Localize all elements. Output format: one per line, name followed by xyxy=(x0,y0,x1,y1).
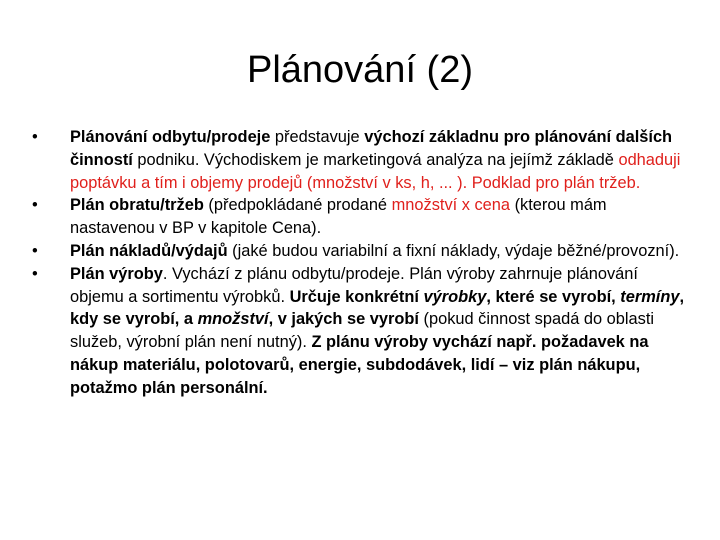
bullet-text-segment: (jaké budou variabilní a fixní náklady, výdaje běžné/provozní). xyxy=(227,241,680,260)
bullet-text-segment: Plánování odbytu/prodeje xyxy=(70,128,271,146)
bullet-text-segment: (předpokládané prodané xyxy=(203,196,392,215)
bullet-text-segment: množství x cena xyxy=(391,196,511,215)
bullet-text-segment: , kdy se vyrobí, a xyxy=(70,287,685,329)
bullet-item xyxy=(32,194,692,240)
bullet-text-segment: (pokud činnost spadá do oblasti služeb, výrobní plán není nutný). xyxy=(70,310,655,352)
slide-title: Plánování (2) xyxy=(246,49,473,91)
bullet-text-segment: Plán výroby xyxy=(70,264,163,283)
bullet-text-segment: podniku. Východiskem je marketingová analýza na jejímž základě xyxy=(132,150,619,169)
bullet-text-segment: , které se vyrobí, xyxy=(486,287,621,306)
bullet-item xyxy=(32,240,692,263)
bullet-marker: • xyxy=(32,128,38,146)
bullet-text-segment: výchozí základnu pro plánování dalších činností xyxy=(70,128,673,169)
bullet-text-segment: Plán nákladů/výdajů xyxy=(70,241,228,260)
bullet-text-segment: množství xyxy=(197,310,269,329)
bullet-text-segment: . Vychází z plánu odbytu/prodeje. Plán výroby zahrnuje plánování objemu a sortimentu výrobků. xyxy=(70,264,638,306)
bullet-text-segment: Určuje konkrétní xyxy=(289,287,424,306)
bullet-text-segment: výrobky xyxy=(423,287,487,306)
bullet-text-segment: představuje xyxy=(270,128,365,146)
bullet-text-segment: Z plánu výroby vychází např. požadavek na nákup materiálu, polotovarů, energie, subdodávek, lidí – viz plán nákupu, potažmo plán personální. xyxy=(70,333,649,397)
bullet-item xyxy=(32,126,692,194)
bullet-list xyxy=(32,126,692,400)
bullet-marker: • xyxy=(32,241,38,260)
bullet-text-segment: termíny xyxy=(620,287,680,306)
bullet-marker: • xyxy=(32,264,38,283)
bullet-text-segment: Plán obratu/tržeb xyxy=(70,196,204,215)
bullet-marker: • xyxy=(32,196,38,215)
bullet-text-segment: , v jakých se vyrobí xyxy=(268,310,419,329)
bullet-item xyxy=(32,263,692,400)
bullet-text-segment: odhaduji poptávku a tím i objemy prodejů (množství v ks, h, ... ). Podklad pro plán tržeb. xyxy=(70,150,681,192)
bullet-text-segment: (kterou mám nastavenou v BP v kapitole Cena). xyxy=(70,196,607,238)
